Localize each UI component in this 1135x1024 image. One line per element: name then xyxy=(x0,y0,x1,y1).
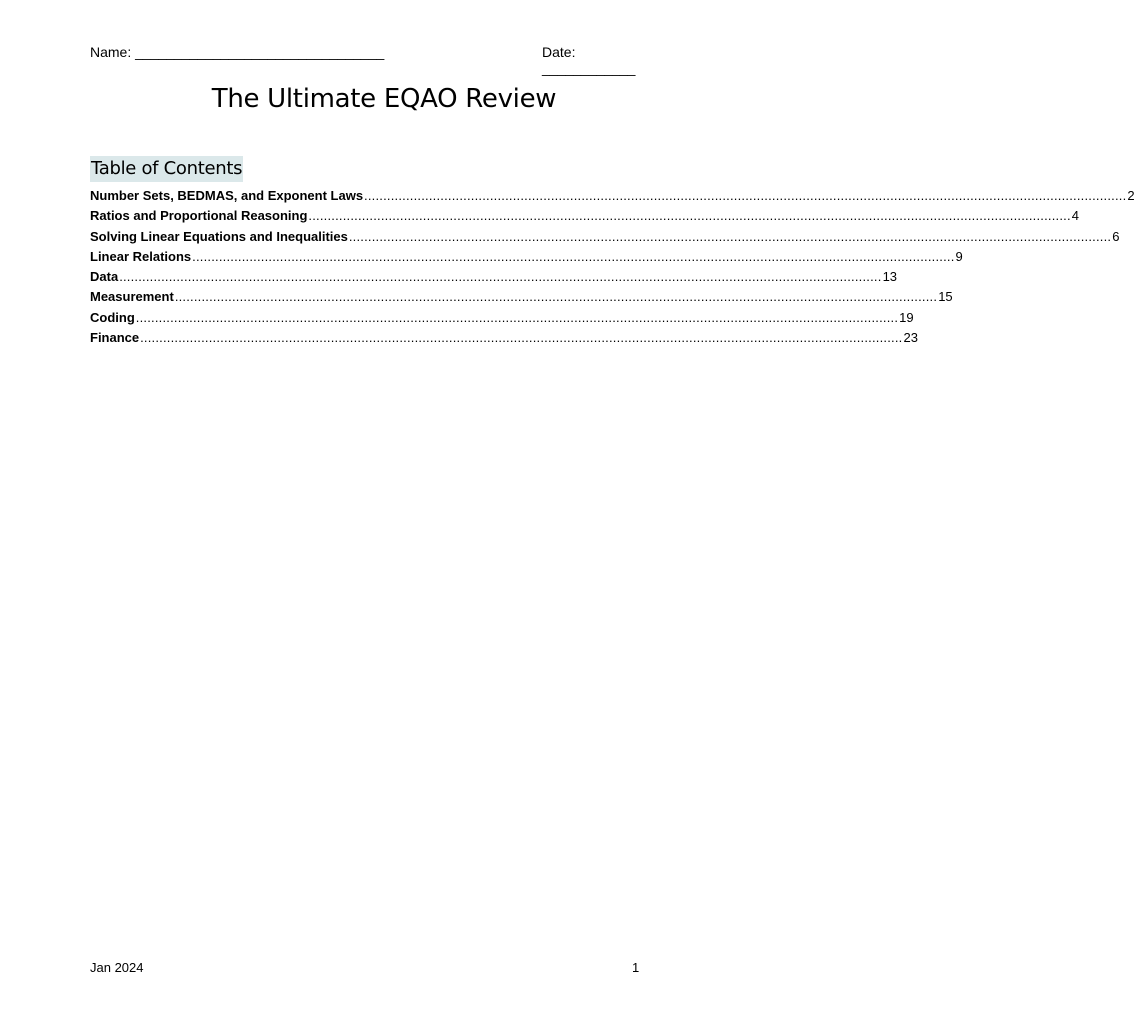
toc-entry[interactable] xyxy=(90,208,1080,228)
toc-entry-label: Number Sets, BEDMAS, and Exponent Laws xyxy=(90,188,364,203)
toc-list xyxy=(90,188,1135,350)
toc-entry-page: 23 xyxy=(903,330,918,346)
document-title: The Ultimate EQAO Review xyxy=(211,84,557,114)
toc-entry[interactable] xyxy=(90,228,1120,249)
toc-leader-dots: ........................................................................................................................................................................................................ xyxy=(364,188,1127,203)
toc-entry-page: 15 xyxy=(938,289,953,305)
toc-leader-dots: ........................................................................................................................................................................................................ xyxy=(174,289,938,305)
date-field: Date: ____________ xyxy=(542,44,636,76)
toc-entry-label: Coding xyxy=(90,309,135,325)
toc-entry-label: Solving Linear Equations and Inequalities xyxy=(90,228,348,244)
toc-leader-dots: ........................................................................................................................................................................................................ xyxy=(192,248,955,264)
toc-entry[interactable] xyxy=(90,269,898,289)
toc-leader-dots: ........................................................................................................................................................................................................ xyxy=(308,208,1071,224)
toc-entry[interactable] xyxy=(90,330,918,350)
toc-entry-label: Finance xyxy=(90,330,140,346)
toc-entry-page: 13 xyxy=(882,269,898,285)
footer-page-number: 1 xyxy=(632,960,640,975)
header-row xyxy=(90,44,670,76)
toc-leader-dots: ........................................................................................................................................................................................................ xyxy=(135,309,899,325)
toc-entry[interactable] xyxy=(90,248,963,269)
toc-entry-label: Ratios and Proportional Reasoning xyxy=(90,208,308,224)
footer-date: Jan 2024 xyxy=(90,960,144,975)
toc-entry[interactable] xyxy=(90,289,953,309)
toc-leader-dots: ........................................................................................................................................................................................................ xyxy=(348,228,1112,244)
toc-entry-page: 4 xyxy=(1071,208,1080,224)
toc-entry-page: 19 xyxy=(899,309,914,325)
toc-entry-page: 2 xyxy=(1127,188,1135,203)
toc-entry-label: Measurement xyxy=(90,289,174,305)
name-field: Name: ________________________________ xyxy=(90,44,385,60)
toc-heading: Table of Contents xyxy=(90,156,243,182)
toc-entry[interactable] xyxy=(90,309,914,330)
toc-leader-dots: ........................................................................................................................................................................................................ xyxy=(119,269,882,285)
toc-entry-page: 6 xyxy=(1112,228,1120,244)
toc-entry-label: Linear Relations xyxy=(90,248,192,264)
toc-leader-dots: ........................................................................................................................................................................................................ xyxy=(140,330,903,346)
toc-entry-label: Data xyxy=(90,269,119,285)
toc-entry[interactable] xyxy=(90,188,1135,208)
toc-entry-page: 9 xyxy=(955,248,963,264)
